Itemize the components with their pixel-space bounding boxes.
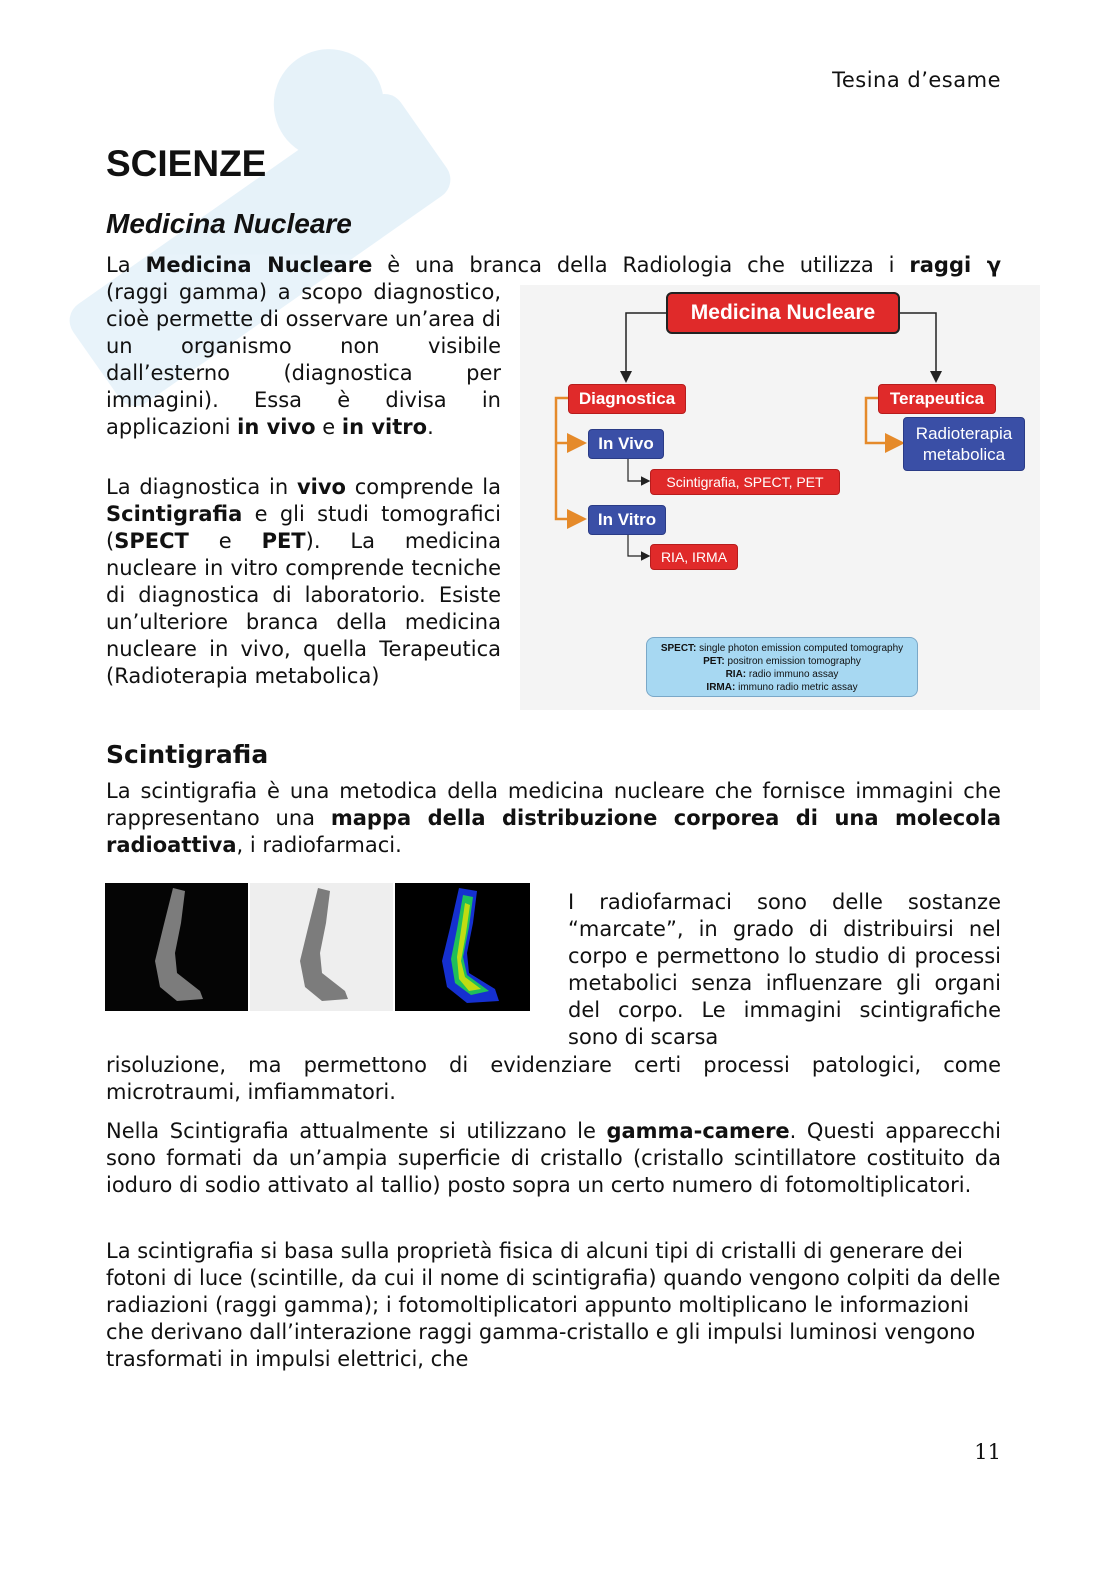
page-title: SCIENZE (106, 143, 267, 184)
legend-irma: IRMA: immuno radio metric assay (706, 682, 858, 693)
diagram-legend (646, 637, 918, 697)
gamma-camere-paragraph: Nella Scintigrafia attualmente si utilizzano le gamma-camere. Questi apparecchi sono formati da un’ampia superficie di cristallo (cristallo scintillatore costituito da ioduro di sodio attivato al tallio) posto sopra un certo numero di fotomoltiplicatori. (106, 1119, 1001, 1197)
vivo-techniques-box: Scintigrafia, SPECT, PET (650, 469, 840, 495)
diagnostica-paragraph: La diagnostica in vivo comprende la Scintigrafia e gli studi tomografici (SPECT e PET). La medicina nucleare in vitro comprende tecniche di diagnostica di laboratorio. Esiste un’ulteriore branca della medicina nucleare in vivo, quella Terapeutica (Radioterapia metabolica) (106, 475, 502, 688)
diagnostica-box: Diagnostica (568, 384, 686, 414)
intro-line: La Medicina Nucleare è una branca della Radiologia che utilizza i raggi γ (106, 253, 1002, 277)
intro-paragraph: (raggi gamma) a scopo diagnostico, cioè permette di osservare un’area di un organismo non visibile dall’esterno (diagnostica per immagini). Essa è divisa in applicazioni in vivo e in vitro. (106, 280, 501, 439)
scintigrafia-intro: La scintigrafia è una metodica della medicina nucleare che fornisce immagini che rappresentano una mappa della distribuzione corporea di una molecola radioattiva, i radiofarmaci. (106, 779, 1001, 857)
legend-spect: SPECT: single photon emission computed tomography (660, 643, 904, 654)
scan-image-color (395, 883, 530, 1011)
scintigrafia-principle-paragraph: La scintigrafia si basa sulla proprietà fisica di alcuni tipi di cristalli di generare dei fotoni di luce (scintille, da cui il nome di scintigrafia) quando vengono colpiti da delle radiazioni (raggi gamma); i fotomoltiplicatori appunto moltiplicano le informazioni che derivano dall’interazione raggi gamma-cristallo e gli impulsi luminosi vengono trasformati in impulsi elettrici, che (106, 1239, 1001, 1371)
in-vitro-box: In Vitro (588, 505, 666, 535)
in-vivo-box: In Vivo (588, 429, 664, 459)
running-title: Tesina d’esame (832, 68, 1001, 92)
radioterapia-label: Radioterapia (915, 424, 1013, 443)
page-number: 11 (974, 1440, 1001, 1464)
legend-ria: RIA: radio immuno assay (725, 669, 839, 680)
root-box: Medicina Nucleare (666, 292, 900, 334)
metabolica-label: metabolica (922, 445, 1006, 464)
section-heading-scintigrafia: Scintigrafia (106, 740, 269, 769)
radiofarmaci-paragraph-top: I radiofarmaci sono delle sostanze “marcate”, in grado di distribuirsi nel corpo e permettono lo studio di processi metabolici senza influenzare gli organi del corpo. Le immagini scintigrafiche sono di scarsa (568, 890, 1001, 1049)
legend-pet: PET: positron emission tomography (703, 656, 861, 667)
radioterapia-box (903, 417, 1025, 471)
scan-image-dark (105, 883, 248, 1011)
terapeutica-box: Terapeutica (878, 384, 996, 414)
radiofarmaci-paragraph-bottom: risoluzione, ma permettono di evidenziare certi processi patologici, come microtraumi, imfiammatori. (106, 1053, 1001, 1104)
scan-image-light (250, 883, 393, 1011)
medicina-nucleare-diagram (520, 285, 1040, 710)
vitro-techniques-box: RIA, IRMA (650, 544, 738, 570)
section-heading-medicina-nucleare: Medicina Nucleare (106, 208, 352, 239)
scintigraphy-images (105, 883, 530, 1011)
